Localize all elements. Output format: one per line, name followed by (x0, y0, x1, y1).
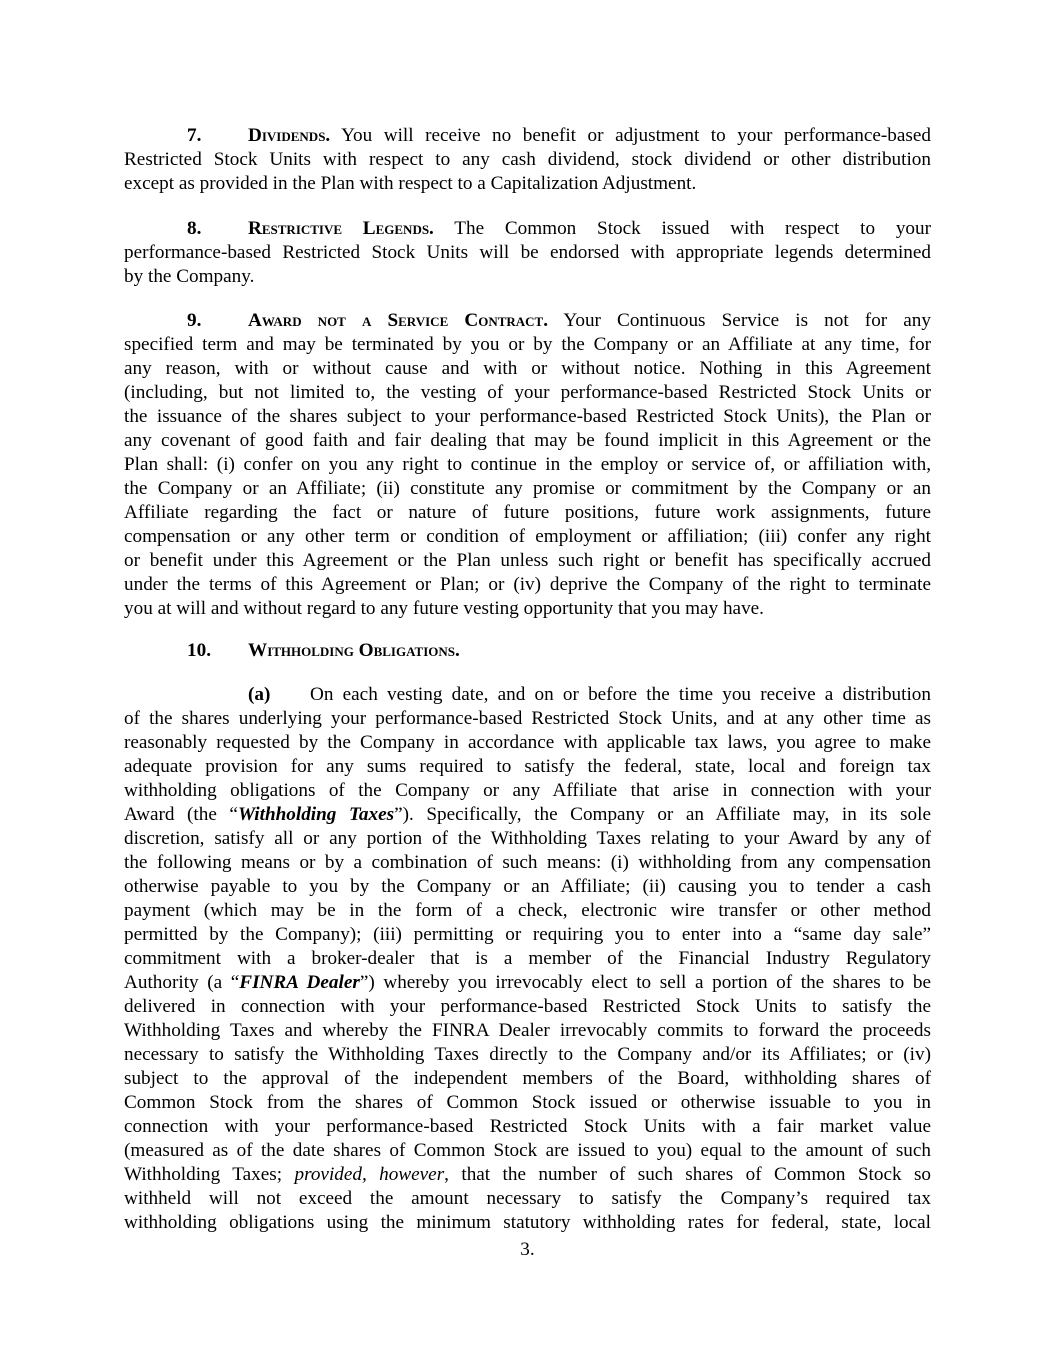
text-run: , that the number of such shares of Common Stock so (444, 1164, 932, 1185)
section-9-line: under the terms of this Agreement or Plan; or (iv) deprive the Company of the right to terminate (124, 574, 931, 595)
text-run: ”). Specifically, the Company or an Affiliate may, in its sole (394, 804, 931, 825)
subsection-a-line: necessary to satisfy the Withholding Taxes directly to the Company and/or its Affiliates; or (iv) (124, 1044, 931, 1065)
section-9-award-not-service-contract (124, 309, 931, 621)
subsection-a-line: subject to the approval of the independent members of the Board, withholding shares of (124, 1068, 931, 1089)
section-8-line: performance-based Restricted Stock Units will be endorsed with appropriate legends determined (124, 242, 931, 263)
section-9-text: Your Continuous Service is not for any (563, 310, 931, 331)
section-9-line: or benefit under this Agreement or the Plan unless such right or benefit has specifically accrued (124, 550, 931, 571)
subsection-a-line: commitment with a broker-dealer that is a member of the Financial Industry Regulatory (124, 948, 931, 969)
subsection-a-line: permitted by the Company); (iii) permitting or requiring you to enter into a “same day sale” (124, 924, 931, 945)
subsection-a-line: connection with your performance-based Restricted Stock Units with a fair market value (124, 1116, 931, 1137)
subsection-a-line: reasonably requested by the Company in accordance with applicable tax laws, you agree to make (124, 732, 931, 753)
subsection-a-line: of the shares underlying your performance-based Restricted Stock Units, and at any other time as (124, 708, 931, 729)
subsection-a-line: delivered in connection with your performance-based Restricted Stock Units to satisfy the (124, 996, 931, 1017)
section-9-line: compensation or any other term or condition of employment or affiliation; (iii) confer any right (124, 526, 931, 547)
defined-term-finra-dealer: FINRA Dealer (239, 972, 360, 993)
section-8-line (124, 217, 931, 241)
subsection-a-line: Withholding Taxes and whereby the FINRA Dealer irrevocably commits to forward the proceeds (124, 1020, 931, 1041)
page-number: 3. (520, 1239, 535, 1260)
section-9-line: you at will and without regard to any future vesting opportunity that you may have. (124, 598, 764, 619)
proviso-provided-however: provided, however (294, 1164, 445, 1185)
subsection-a-line (124, 803, 931, 827)
section-10-withholding-obligations (124, 639, 931, 663)
section-9-number: 9. (187, 310, 202, 331)
section-9-line: Affiliate regarding the fact or nature of future positions, future work assignments, future (124, 502, 931, 523)
subsection-a-line: withholding obligations of the Company or any Affiliate that arise in connection with your (124, 780, 931, 801)
subsection-a-line (124, 683, 931, 707)
section-7-dividends (124, 124, 931, 196)
subsection-a-line: the following means or by a combination of such means: (i) withholding from any compensation (124, 852, 931, 873)
text-run: Award (the “ (124, 804, 238, 825)
text-run: Authority (a “ (124, 972, 240, 993)
section-9-line: Plan shall: (i) confer on you any right to continue in the employ or service of, or affiliation with, (124, 454, 931, 475)
section-7-line: Restricted Stock Units with respect to any cash dividend, stock dividend or other distribution (124, 149, 931, 170)
section-7-line: except as provided in the Plan with respect to a Capitalization Adjustment. (124, 173, 697, 194)
section-7-text: You will receive no benefit or adjustment to your performance-based (341, 125, 931, 146)
subsection-a-line: Common Stock from the shares of Common Stock issued or otherwise issuable to you in (124, 1092, 931, 1113)
section-9-title: Award not a Service Contract. (248, 310, 549, 331)
subsection-a-line: discretion, satisfy all or any portion of the Withholding Taxes relating to your Award by any of (124, 828, 931, 849)
section-8-number: 8. (187, 218, 202, 239)
subsection-a-line (124, 971, 931, 995)
subsection-a-line: payment (which may be in the form of a check, electronic wire transfer or other method (124, 900, 931, 921)
subsection-a-line: otherwise payable to you by the Company or an Affiliate; (ii) causing you to tender a cash (124, 876, 931, 897)
section-9-line: (including, but not limited to, the vesting of your performance-based Restricted Stock Units or (124, 382, 931, 403)
section-9-line: any reason, with or without cause and with or without notice. Nothing in this Agreement (124, 358, 931, 379)
section-8-title: Restrictive Legends. (248, 218, 434, 239)
subsection-a-line (124, 1163, 931, 1187)
subsection-a-line: withholding obligations using the minimum statutory withholding rates for federal, state, local (124, 1212, 931, 1233)
defined-term-withholding-taxes: Withholding Taxes (237, 804, 395, 825)
subsection-a-text: On each vesting date, and on or before the time you receive a distribution (310, 684, 931, 705)
text-run: Withholding Taxes; (124, 1164, 295, 1185)
subsection-a (124, 683, 931, 1235)
section-10-number: 10. (187, 640, 211, 661)
section-8-line: by the Company. (124, 266, 255, 287)
subsection-a-line: (measured as of the date shares of Common Stock are issued to you) equal to the amount of such (124, 1140, 931, 1161)
section-7-title: Dividends. (248, 125, 331, 146)
section-9-line: specified term and may be terminated by you or by the Company or an Affiliate at any time, for (124, 334, 931, 355)
section-9-line (124, 309, 931, 333)
section-8-restrictive-legends (124, 217, 931, 289)
text-run: ”) whereby you irrevocably elect to sell a portion of the shares to be (359, 972, 931, 993)
section-9-line: the issuance of the shares subject to your performance-based Restricted Stock Units), the Plan or (124, 406, 931, 427)
section-9-line: the Company or an Affiliate; (ii) constitute any promise or commitment by the Company or an (124, 478, 931, 499)
subsection-a-line: adequate provision for any sums required to satisfy the federal, state, local and foreign tax (124, 756, 931, 777)
section-7-line (124, 124, 931, 148)
section-10-heading (124, 639, 931, 663)
subsection-a-line: withheld will not exceed the amount necessary to satisfy the Company’s required tax (124, 1188, 931, 1209)
subsection-a-label: (a) (248, 684, 271, 705)
section-8-text: The Common Stock issued with respect to your (454, 218, 931, 239)
section-10-title: Withholding Obligations. (248, 640, 460, 661)
section-9-line: any covenant of good faith and fair dealing that may be found implicit in this Agreement or the (124, 430, 931, 451)
section-7-number: 7. (187, 125, 202, 146)
